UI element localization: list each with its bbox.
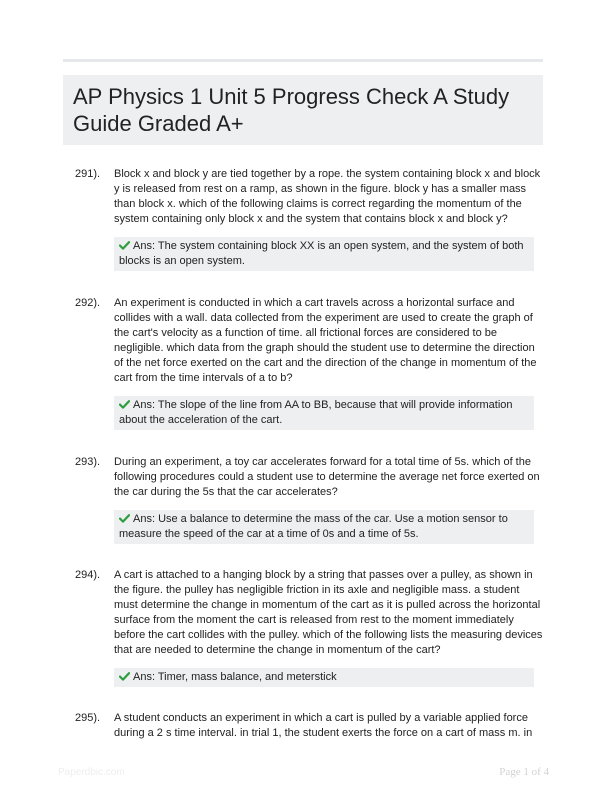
answer-text: Ans: The system containing block XX is an open system, and the system of both blocks is an open system. — [119, 240, 524, 267]
question-text: A cart is attached to a hanging block by a string that passes over a pulley, as shown in the figure. the pulley has negligible friction in its axle and negligible mass. a student must determine the change in momentum of the cart as it is pulled across the horizontal surface from the moment the cart is released from rest to the moment immediately before the cart collides with the pulley. which of the following lists the measuring devices that are needed to determine the change in momentum of the cart? — [114, 569, 543, 656]
top-divider — [63, 59, 543, 62]
question-number: 294). — [75, 569, 101, 581]
question-295 — [75, 711, 545, 741]
question-text: Block x and block y are tied together by a rope. the system containing block x and block y is released from rest on a ramp, as shown in the figure. block y has a smaller mass than block x. which of the following claims is correct regarding the momentum of the system containing only block x and the system that contains block x and block y? — [114, 168, 541, 225]
check-icon — [119, 672, 130, 681]
question-number: 292). — [75, 297, 101, 309]
question-number: 295). — [75, 712, 101, 724]
title-banner — [63, 75, 543, 145]
check-icon — [119, 400, 130, 409]
check-icon — [119, 241, 130, 250]
question-number: 293). — [75, 456, 101, 468]
answer-text: Ans: Use a balance to determine the mass of the car. Use a motion sensor to measure the speed of the car at a time of 0s and a time of 5s. — [119, 513, 508, 540]
answer-box — [114, 668, 534, 687]
check-icon — [119, 514, 130, 523]
page-indicator: Page 1 of 4 — [499, 766, 549, 778]
footer-watermark: Paperdbic.com — [58, 767, 125, 778]
question-text: During an experiment, a toy car accelerates forward for a total time of 5s. which of the following procedures could a student use to determine the average net force exerted on the car during the 5s that the car accelerates? — [114, 456, 540, 498]
document-title: AP Physics 1 Unit 5 Progress Check A Study Guide Graded A+ — [73, 84, 510, 136]
answer-box — [114, 237, 534, 271]
answer-box — [114, 510, 534, 544]
question-292 — [75, 296, 545, 430]
answer-box — [114, 396, 534, 430]
question-text: An experiment is conducted in which a cart travels across a horizontal surface and collides with a wall. data collected from the experiment are used to create the graph of the cart's velocity as a function of time. all frictional forces are considered to be negligible. which data from the graph should the student use to determine the direction of the net force exerted on the cart and the direction of the change in momentum of the cart from the time intervals of a to b? — [114, 297, 537, 384]
question-291 — [75, 167, 545, 271]
question-number: 291). — [75, 168, 101, 180]
question-294 — [75, 568, 545, 687]
question-text: A student conducts an experiment in which a cart is pulled by a variable applied force during a 2 s time interval. in trial 1, the student exerts the force on a cart of mass m. in — [114, 712, 533, 739]
answer-text: Ans: Timer, mass balance, and meterstick — [133, 671, 337, 683]
answer-text: Ans: The slope of the line from AA to BB, because that will provide information about the acceleration of the cart. — [119, 399, 513, 426]
question-293 — [75, 455, 545, 544]
